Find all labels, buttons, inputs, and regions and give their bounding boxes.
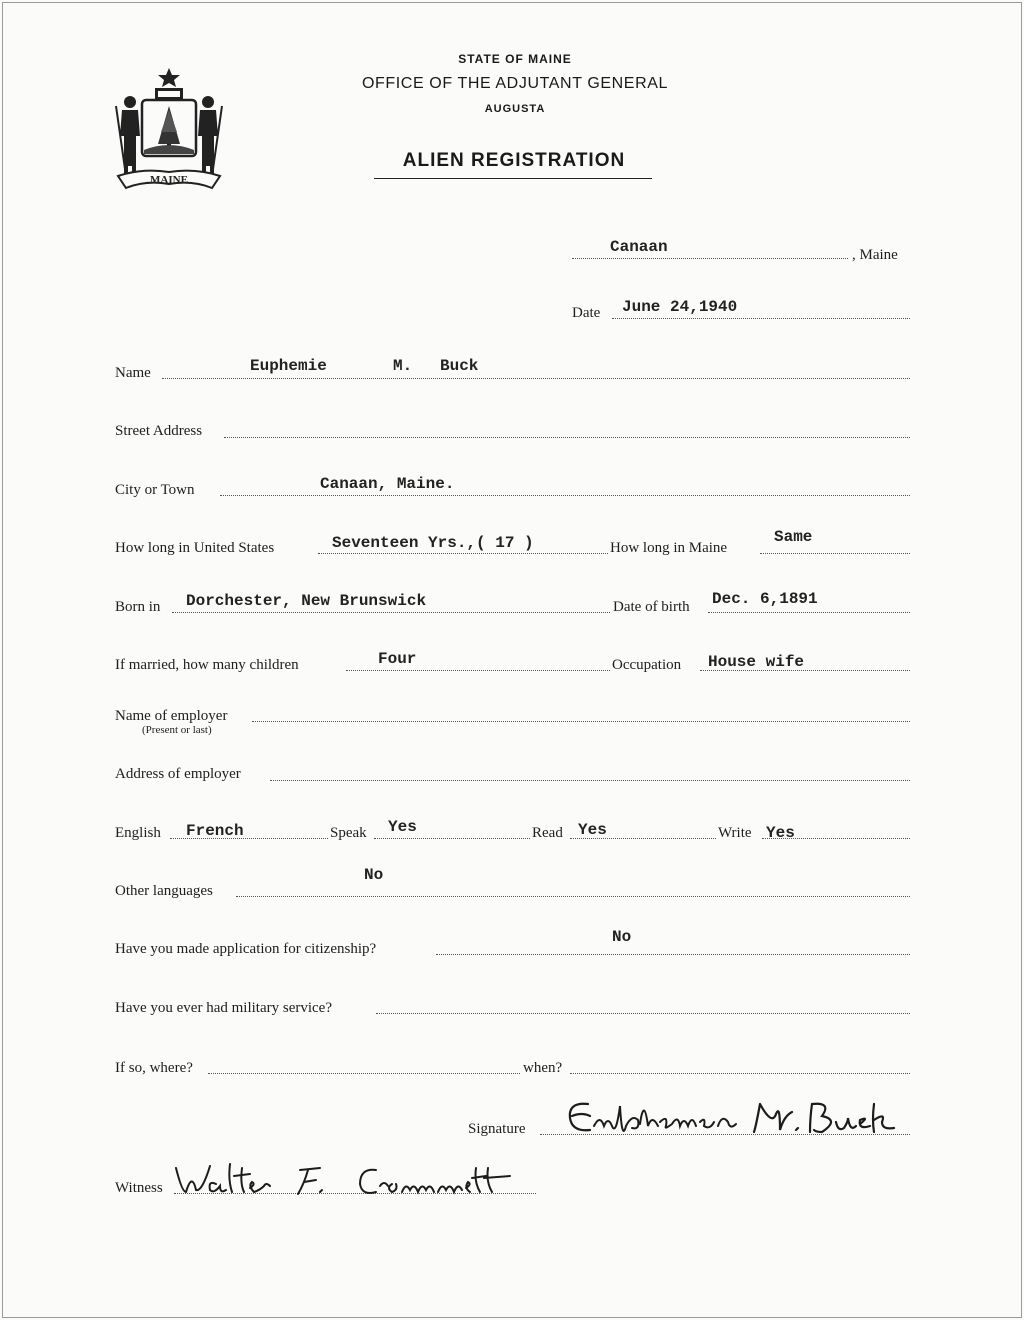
date-of-birth-value[interactable]: Dec. 6,1891 xyxy=(712,590,818,608)
born-in-value[interactable]: Dorchester, New Brunswick xyxy=(186,592,427,610)
employer-address-field-line xyxy=(270,780,910,781)
city-field-line xyxy=(220,495,910,496)
when-label: when? xyxy=(523,1060,563,1076)
employer-name-sublabel: (Present or last) xyxy=(142,724,212,736)
other-languages-label: Other languages xyxy=(115,883,213,899)
witness-handwriting[interactable] xyxy=(170,1158,550,1204)
how-long-us-value[interactable]: Seventeen Yrs.,( 17 ) xyxy=(332,534,534,552)
date-label: Date xyxy=(572,305,601,321)
employer-name-field-line xyxy=(252,721,910,722)
signature-handwriting[interactable] xyxy=(560,1086,920,1146)
place-field-line xyxy=(572,258,848,259)
name-middle-value[interactable]: M. xyxy=(393,357,413,375)
english-label: English xyxy=(115,825,161,841)
header-city: AUGUSTA xyxy=(484,103,546,115)
how-long-us-label: How long in United States xyxy=(115,540,275,556)
name-field-line xyxy=(162,378,910,379)
children-value[interactable]: Four xyxy=(378,650,417,668)
header-state: STATE OF MAINE xyxy=(458,52,572,66)
date-field-line xyxy=(612,318,910,319)
born-in-label: Born in xyxy=(115,599,161,615)
where-field-line xyxy=(208,1073,520,1074)
city-label: City or Town xyxy=(115,482,195,498)
write-label: Write xyxy=(718,825,752,841)
children-label: If married, how many children xyxy=(115,657,299,673)
maine-state-seal-icon xyxy=(112,66,226,190)
other-languages-value[interactable]: No xyxy=(364,866,384,884)
date-value[interactable]: June 24,1940 xyxy=(622,298,738,316)
date-of-birth-field-line xyxy=(708,612,910,613)
employer-address-label: Address of employer xyxy=(115,766,241,782)
how-long-us-field-line xyxy=(318,553,608,554)
place-value[interactable]: Canaan xyxy=(610,238,668,256)
military-label: Have you ever had military service? xyxy=(115,1000,332,1016)
speak-field-line xyxy=(374,838,530,839)
header-office: OFFICE OF THE ADJUTANT GENERAL xyxy=(361,75,669,92)
when-field-line xyxy=(570,1073,910,1074)
citizenship-field-line xyxy=(436,954,910,955)
how-long-maine-label: How long in Maine xyxy=(610,540,728,556)
place-suffix: , Maine xyxy=(852,247,898,263)
citizenship-label: Have you made application for citizenship? xyxy=(115,941,377,957)
military-field-line xyxy=(376,1013,910,1014)
occupation-label: Occupation xyxy=(612,657,682,673)
children-field-line xyxy=(346,670,610,671)
other-languages-field-line xyxy=(236,896,910,897)
speak-value[interactable]: Yes xyxy=(388,818,417,836)
read-label: Read xyxy=(532,825,563,841)
how-long-maine-value[interactable]: Same xyxy=(774,528,813,546)
street-address-label: Street Address xyxy=(115,423,203,439)
title-underline xyxy=(374,178,652,179)
where-label: If so, where? xyxy=(115,1060,193,1076)
read-value[interactable]: Yes xyxy=(578,821,607,839)
name-label: Name xyxy=(115,365,151,381)
english-value[interactable]: French xyxy=(186,822,244,840)
born-in-field-line xyxy=(172,612,610,613)
street-address-field-line xyxy=(224,437,910,438)
speak-label: Speak xyxy=(330,825,367,841)
city-value[interactable]: Canaan, Maine. xyxy=(320,475,455,493)
name-first-value[interactable]: Euphemie xyxy=(250,357,327,375)
date-of-birth-label: Date of birth xyxy=(613,599,690,615)
form-title: ALIEN REGISTRATION xyxy=(402,150,626,171)
citizenship-value[interactable]: No xyxy=(612,928,632,946)
write-value[interactable]: Yes xyxy=(766,824,795,842)
occupation-value[interactable]: House wife xyxy=(708,653,805,671)
employer-name-label: Name of employer xyxy=(115,708,228,724)
svg-text:MAINE: MAINE xyxy=(150,174,188,186)
how-long-maine-field-line xyxy=(760,553,910,554)
witness-label: Witness xyxy=(115,1180,163,1196)
name-last-value[interactable]: Buck xyxy=(440,357,479,375)
signature-label: Signature xyxy=(468,1121,526,1137)
